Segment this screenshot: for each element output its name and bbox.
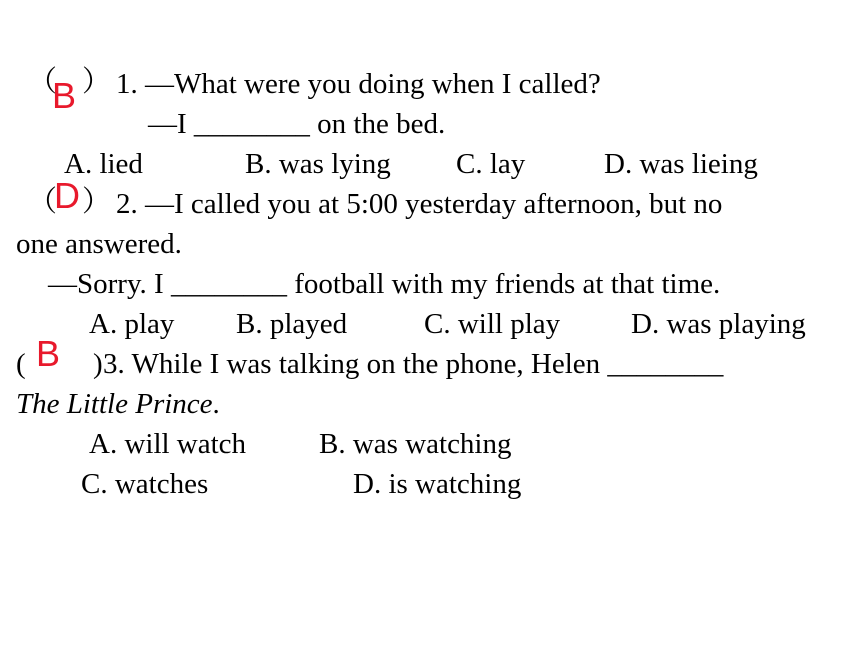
q3-option-c: C. watches: [81, 468, 209, 500]
q2-close-paren: ）: [82, 186, 112, 218]
q1-open-paren: （: [28, 66, 58, 98]
q3-answer-mark: B: [36, 333, 61, 374]
q3-close-paren: ): [93, 348, 103, 380]
q2-open-paren: （: [28, 186, 58, 218]
q1-option-a: A. lied: [64, 148, 143, 180]
q2-stem-continued: one answered.: [16, 228, 182, 260]
q3-option-b: B. was watching: [319, 428, 512, 460]
q2-option-d: D. was playing: [631, 308, 806, 340]
q3-title-period: .: [212, 388, 220, 420]
q1-answer-mark: B: [52, 75, 77, 116]
q1-stem: 1. —What were you doing when I called?: [116, 68, 601, 100]
q3-option-a: A. will watch: [89, 428, 247, 460]
q2-option-c: C. will play: [424, 308, 561, 340]
q3-book-title: The Little Prince: [16, 388, 213, 420]
q1-option-d: D. was lieing: [604, 148, 758, 180]
q2-stem: 2. —I called you at 5:00 yesterday afternoon, but no: [116, 188, 723, 220]
q3-open-paren: (: [16, 348, 26, 380]
q1-close-paren: ）: [82, 66, 112, 98]
q1-response: —I ________ on the bed.: [148, 108, 446, 140]
q2-option-a: A. play: [89, 308, 175, 340]
q1-option-b: B. was lying: [245, 148, 391, 180]
q2-response: —Sorry. I ________ football with my friends at that time.: [48, 268, 721, 300]
q3-title-line: [16, 390, 220, 419]
q1-option-c: C. lay: [456, 148, 526, 180]
q2-answer-mark: D: [54, 175, 80, 216]
q3-option-d: D. is watching: [353, 468, 522, 500]
q3-stem: 3. While I was talking on the phone, Helen ________: [103, 348, 724, 380]
q2-option-b: B. played: [236, 308, 348, 340]
